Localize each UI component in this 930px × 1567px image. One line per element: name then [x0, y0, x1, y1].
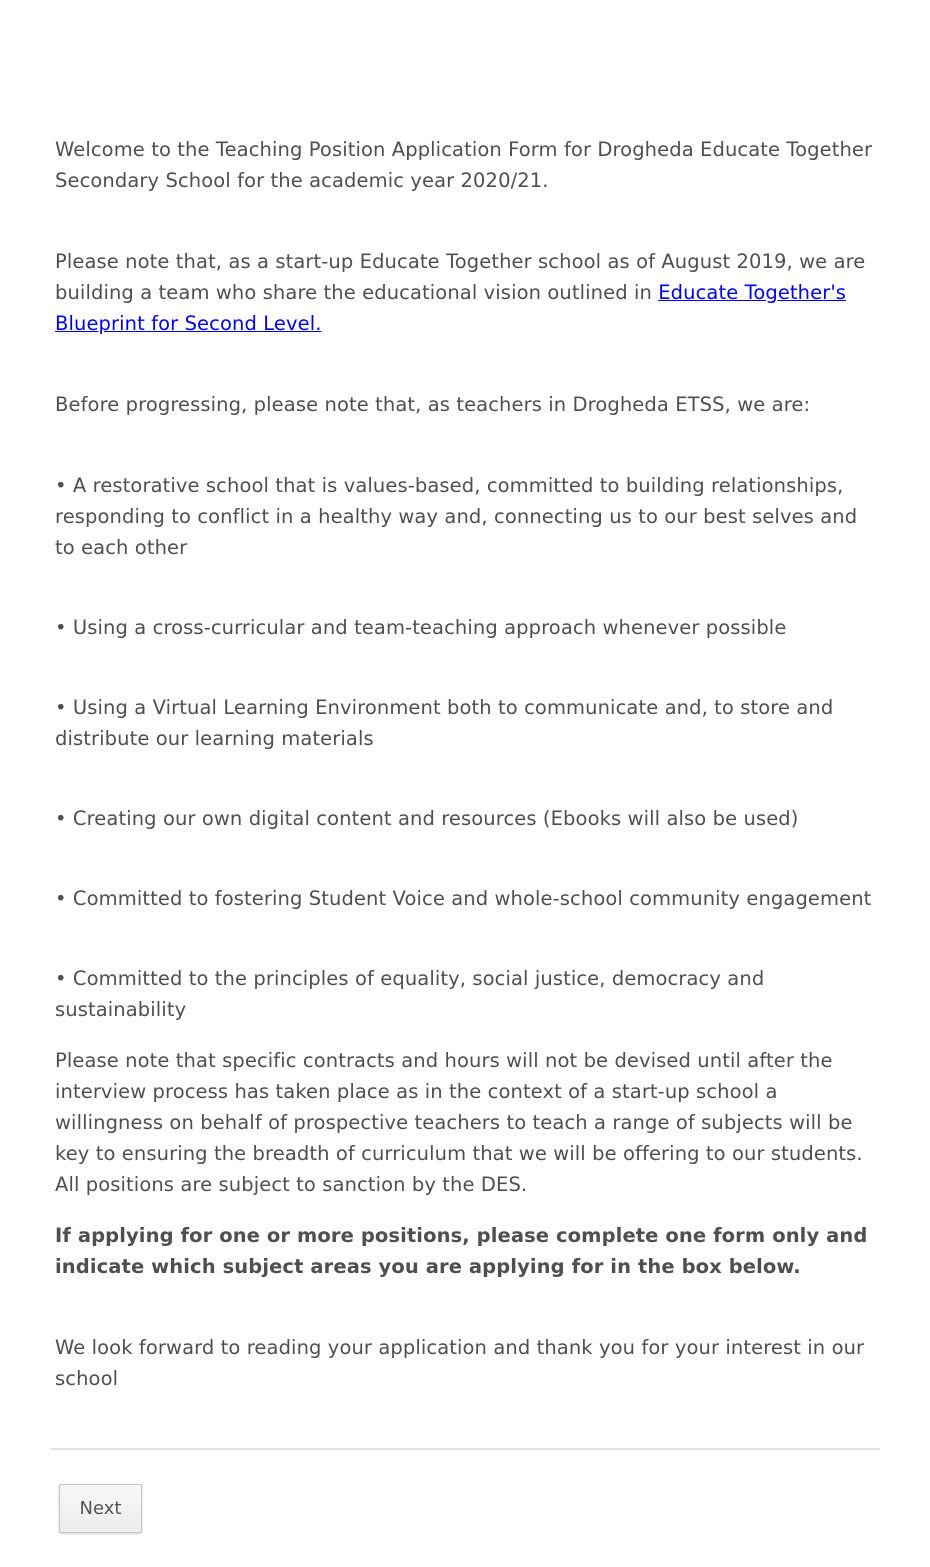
- startup-paragraph: [55, 246, 880, 339]
- application-instruction: If applying for one or more positions, please complete one form only and indicate which subject areas you are applying for in the box below.: [55, 1224, 868, 1278]
- before-progressing-text: Before progressing, please note that, as teachers in Drogheda ETSS, we are:: [55, 393, 811, 416]
- next-button[interactable]: Next: [59, 1484, 142, 1533]
- divider: [51, 1448, 880, 1450]
- form-intro: [55, 134, 880, 1394]
- contracts-note: Please note that specific contracts and hours will not be devised until after the interview process has taken place as in the context of a start-up school a willingness on behalf of prospective teachers to teach a range of subjects will be key to ensuring the breadth of curriculum that we will be offering to our students. All positions are subject to sanction by the DES.: [55, 1049, 863, 1196]
- value-item-digital-content: • Creating our own digital content and resources (Ebooks will also be used): [55, 807, 799, 830]
- value-item-restorative: • A restorative school that is values-based, committed to building relationships, responding to conflict in a healthy way and, connecting us to our best selves and to each other: [55, 474, 858, 559]
- closing-text: We look forward to reading your application and thank you for your interest in our school: [55, 1336, 865, 1390]
- value-item-vle: • Using a Virtual Learning Environment both to communicate and, to store and distribute our learning materials: [55, 696, 834, 750]
- blueprint-link[interactable]: Educate Together's Blueprint for Second Level.: [55, 281, 847, 335]
- startup-text: Please note that, as a start-up Educate Together school as of August 2019, we are building a team who share the educational vision outlined in: [55, 250, 866, 304]
- welcome-text: Welcome to the Teaching Position Application Form for Drogheda Educate Together Secondary School for the academic year 2020/21.: [55, 138, 873, 192]
- value-item-student-voice: • Committed to fostering Student Voice and whole-school community engagement: [55, 887, 872, 910]
- value-item-equality: • Committed to the principles of equality, social justice, democracy and sustainability: [55, 967, 765, 1021]
- value-item-cross-curricular: • Using a cross-curricular and team-teaching approach whenever possible: [55, 616, 787, 639]
